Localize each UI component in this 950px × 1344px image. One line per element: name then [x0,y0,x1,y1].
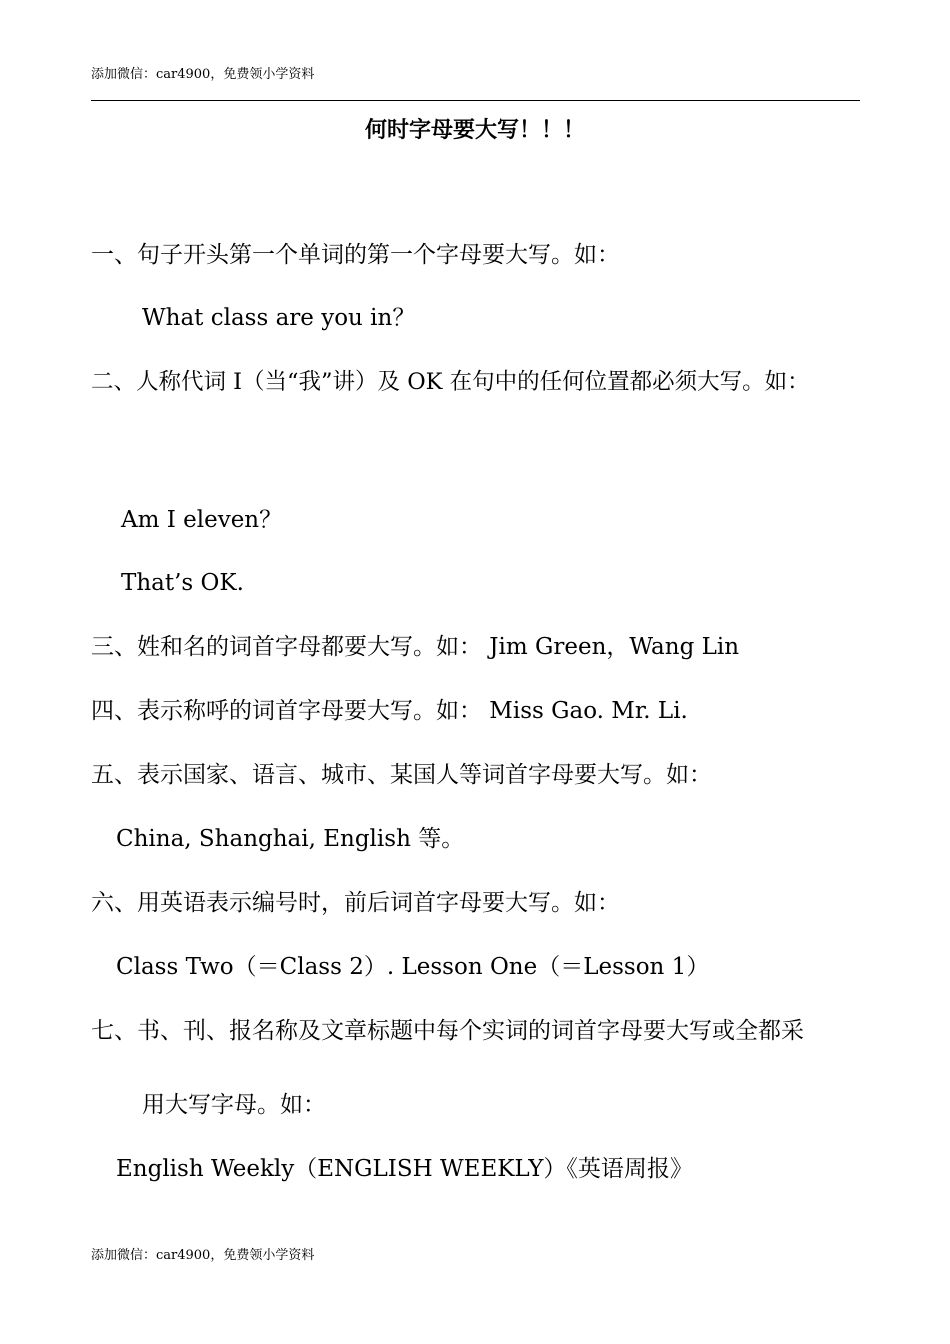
document-title: 何时字母要大写！！！ [364,117,585,143]
rule-1-example-1: What class are you in？ [142,305,416,331]
rule-5-example-1: China, Shanghai, English 等。 [116,826,465,852]
rule-2-example-1: Am I eleven？ [121,507,283,533]
rule-5-heading: 五、表示国家、语言、城市、某国人等词首字母要大写。如： [91,762,712,788]
rule-7-example-1: English Weekly（ENGLISH WEEKLY）《英语周报》 [116,1156,693,1182]
rule-6-example-1: Class Two（＝Class 2）. Lesson One（＝Lesson 1） [116,954,710,980]
page-header-text: 添加微信：car4900，免费领小学资料 [91,67,315,82]
rule-2-example-2: That’s OK. [121,570,244,596]
rule-1-heading: 一、句子开头第一个单词的第一个字母要大写。如： [91,242,620,268]
rule-6-heading: 六、用英语表示编号时，前后词首字母要大写。如： [91,890,620,916]
rule-2-heading: 二、人称代词 I（当“我”讲）及 OK 在句中的任何位置都必须大写。如： [91,369,810,395]
header-divider [91,100,860,101]
rule-7-heading-continuation: 用大写字母。如： [142,1092,326,1118]
rule-3-heading: 三、姓和名的词首字母都要大写。如： Jim Green，Wang Lin [91,634,740,660]
rule-7-heading: 七、书、刊、报名称及文章标题中每个实词的词首字母要大写或全都采 [91,1018,804,1044]
rule-4-heading: 四、表示称呼的词首字母要大写。如： Miss Gao. Mr. Li. [91,698,688,724]
page-footer-text: 添加微信：car4900，免费领小学资料 [91,1248,315,1263]
